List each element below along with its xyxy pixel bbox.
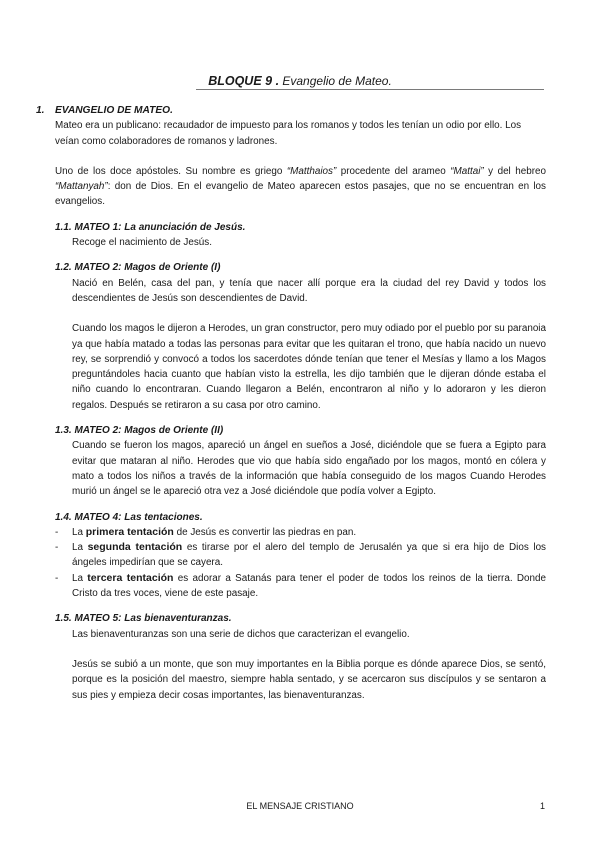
page-header [56, 74, 544, 88]
subsection-heading: 1.3. MATEO 2: Magos de Oriente (II) [55, 425, 224, 437]
text-run: La [72, 526, 86, 538]
text-run: “Mattanyah” [55, 181, 108, 193]
paragraph [55, 164, 546, 210]
list-item [36, 540, 546, 571]
paragraph: Cuando se fueron los magos, apareció un ángel en sueños a José, diciéndole que se fuera a Egipto para evitar que mataran al niño. Herodes que vio que había sido engañado por los magos, montó en cólera y mato a todos los niños a través de la información que había conseguido de los magos Cuando Herodes murió un ángel se le apareció otra vez a José diciéndole que podía volver a Egipto. [72, 440, 546, 498]
text-run: es tirarse por el alero del templo de Jerusalén ya que si era hijo de Dios los ángeles impedirían que se cayera. [72, 542, 546, 569]
text-run: Uno de los doce apóstoles. Su nombre es griego [55, 165, 287, 177]
section-heading [36, 103, 546, 118]
header-block-label: BLOQUE 9 . [208, 74, 280, 88]
subsection-heading: 1.2. MATEO 2: Magos de Oriente (I) [55, 262, 221, 274]
text-run: La [72, 542, 88, 554]
emphasis: tercera tentación [87, 571, 174, 584]
subsection-heading: 1.1. MATEO 1: La anunciación de Jesús. [55, 221, 246, 233]
list-item [36, 525, 546, 540]
paragraph: Jesús se subió a un monte, que son muy importantes en la Biblia porque es dónde aparece Dios, se sentó, porque es la posición del maestro, siempre habla sentado, y se acercaron sus discípulos y se sentaron a sus pies y empieza decir cosas importantes, las bienaventuranzas. [72, 658, 546, 701]
header-rule [196, 89, 544, 90]
subsection-heading: 1.4. MATEO 4: Las tentaciones. [55, 511, 203, 523]
section-title: EVANGELIO DE MATEO. [55, 105, 173, 116]
document-body [36, 103, 546, 703]
text-run: procedente del arameo [336, 165, 451, 177]
header-subject: Evangelio de Mateo. [279, 74, 392, 88]
emphasis: segunda tentación [87, 541, 183, 554]
text-run: de Jesús es convertir las piedras en pan. [173, 526, 357, 538]
text-run: “Matthaios” [286, 165, 337, 177]
emphasis: primera tentación [85, 525, 174, 538]
section-intro [55, 118, 546, 209]
page-number: 1 [540, 801, 546, 811]
paragraph: Las bienaventuranzas son una serie de dichos que caracterizan el evangelio. [72, 628, 410, 640]
bullet-dash: - [55, 526, 59, 538]
paragraph: Nació en Belén, casa del pan, y tenía que nacer allí porque era la ciudad del rey David y todos los descendientes de Jesús son descendientes de David. [72, 277, 546, 304]
subsection-heading: 1.5. MATEO 5: Las bienaventuranzas. [55, 613, 232, 625]
text-run: y del hebreo [483, 165, 546, 177]
paragraph: Recoge el nacimiento de Jesús. [72, 237, 212, 249]
text-run: “Mattai” [450, 165, 484, 177]
section-number: 1. [36, 105, 45, 116]
paragraph: Cuando los magos le dijeron a Herodes, un gran constructor, pero muy odiado por el pueblo por su paranoia ya que había matado a todas las personas para evitar que les quitaran el trono, que había nacido un nuevo rey, se sorprendió y convocó a todos los sacerdotes dónde tenían que tener el Mesías y llamo a los Magos preguntándoles hacia cuanto que habían visto la estrella, les dijo también que le dijeran dónde estaba el niño cuando lo encontraran. Cuando llegaron a Belén, encontraron al niño y lo adoraron y les dieron regalos. Después se retiraron a su casa por otro camino. [72, 323, 546, 411]
paragraph: Mateo era un publicano: recaudador de impuesto para los romanos y todos les tenían un odio por ello. Los veían como colaboradores de romanos y ladrones. [55, 120, 522, 147]
text-run: es adorar a Satanás para tener el poder de todos los reinos de la tierra. Donde Cristo da tres voces, viene de este pasaje. [72, 572, 546, 600]
bullet-dash: - [55, 572, 59, 584]
footer-title: EL MENSAJE CRISTIANO [246, 801, 354, 811]
text-run: : don de Dios. En el evangelio de Mateo aparecen estos pasajes, que no se encuentran en los evangelios. [55, 181, 546, 208]
text-run: La [72, 572, 88, 584]
bullet-dash: - [55, 542, 59, 554]
list-item [36, 571, 546, 602]
